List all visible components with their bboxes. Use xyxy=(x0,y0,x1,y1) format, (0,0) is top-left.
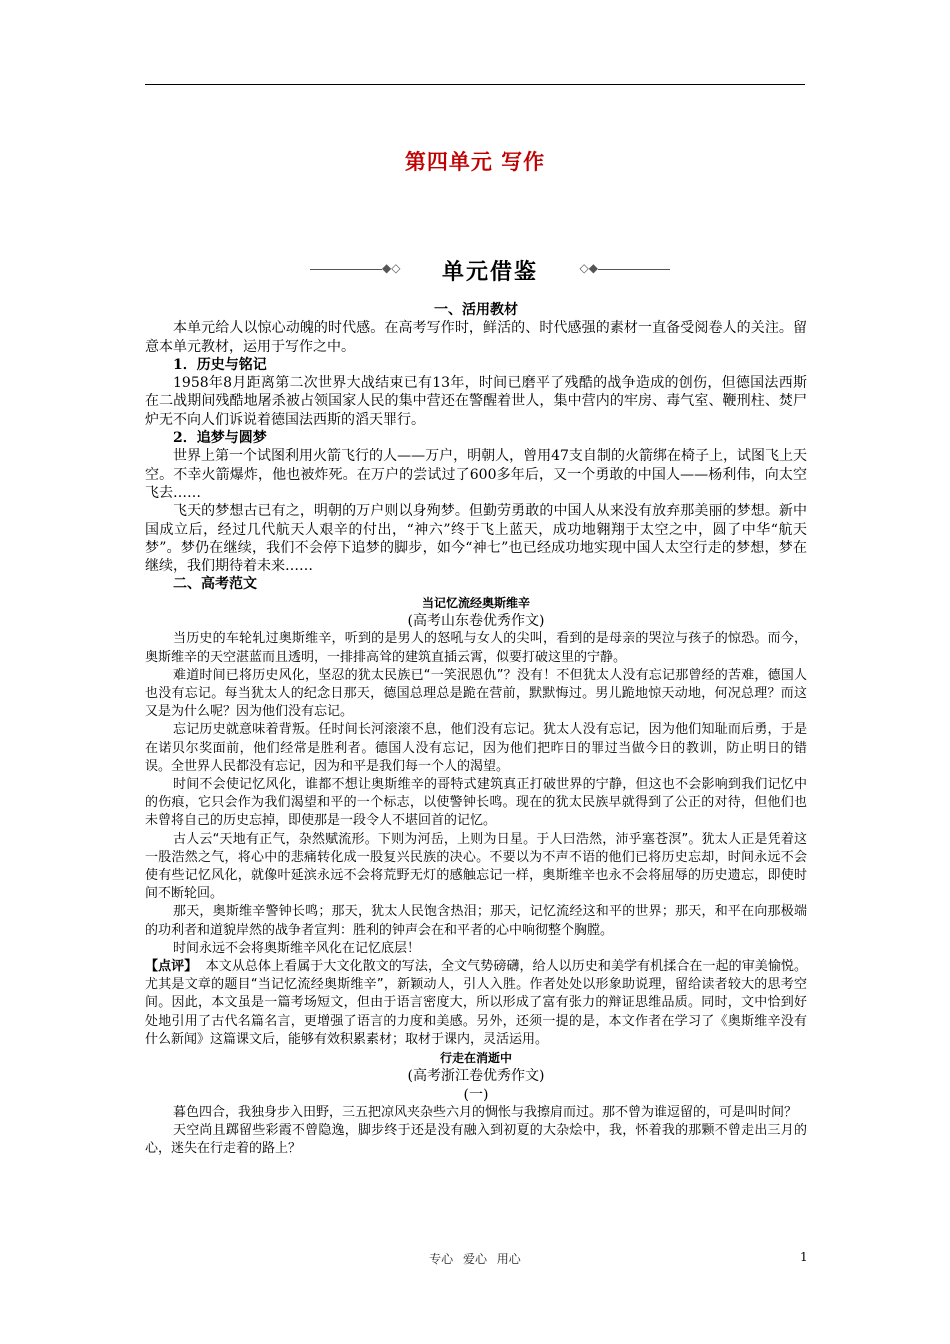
essay-body xyxy=(145,630,807,1049)
essay-title: 当记忆流经奥斯维辛 xyxy=(421,595,530,610)
banner-label: 单元借鉴 xyxy=(441,259,538,285)
essay-paragraph: 当历史的车轮轧过奥斯维辛，听到的是男人的怒吼与女人的尖叫，看到的是母亲的哭泣与孩子的惊恐。而今，奥斯维辛的天空湛蓝而且透明，一排排高耸的建筑直插云霄，似要打破这里的宁静。 xyxy=(145,631,807,665)
essay-paragraph: 天空尚且踯留些彩霞不曾隐逸，脚步终于还是没有融入到初夏的大杂烩中，我，怀着我的那颗不曾走出三月的心，迷失在行走着的路上？ xyxy=(145,1123,807,1157)
paragraph: 世界上第一个试图利用火箭飞行的人——万户，明朝人，曾用47支自制的火箭绑在椅子上，试图飞上天空。不幸火箭爆炸，他也被炸死。在万户的尝试过了600多年后，又一个勇敢的中国人——杨利伟，向太空飞去…… xyxy=(145,448,807,501)
section-heading: 二、高考范文 xyxy=(173,576,257,593)
header-rule xyxy=(145,84,805,85)
comment-label: 【点评】 xyxy=(145,959,198,974)
banner-line-right xyxy=(598,269,670,270)
subheading: 2．追梦与圆梦 xyxy=(173,430,267,447)
essay-paragraph: 忘记历史就意味着背叛。任时间长河滚滚不息，他们没有忘记。犹太人没有忘记，因为他们知耻而后勇，于是在诺贝尔奖面前，他们经常是胜利者。德国人没有忘记，因为他们把昨日的罪过当做今日的教训，防止明日的错误。全世界人民都没有忘记，因为和平是我们每一个人的渴望。 xyxy=(145,722,807,774)
footer-motto: 专心 爱心 用心 xyxy=(429,1252,521,1266)
essay-source: (高考山东卷优秀作文) xyxy=(407,613,545,630)
essay-paragraph: 古人云“天地有正气，杂然赋流形。下则为河岳，上则为日星。于人曰浩然，沛乎塞苍溟”。犹太人正是凭着这一股浩然之气，将心中的悲痛转化成一股复兴民族的决心。不要以为不声不语的他们已将历史忘却，时间永远不会使有些记忆风化，就像叶延滨永远不会将荒野无灯的感触忘记一样，奥斯维辛也永不会将屈辱的历史遗忘，即使时间不断轮回。 xyxy=(145,831,807,902)
diamond-ornament-icon: ◇◆ xyxy=(579,261,598,275)
subheading: 1．历史与铭记 xyxy=(173,356,267,373)
paragraph: 1958年8月距离第二次世界大战结束已有13年，时间已磨平了残酷的战争造成的创伤，但德国法西斯在二战期间残酷地屠杀被占领国家人民的集中营还在警醒着世人，集中营内的牢房、毒气室、鞭刑柱、焚尸炉无不向人们诉说着德国法西斯的滔天罪行。 xyxy=(145,375,807,428)
essay-paragraph: 时间不会使记忆风化，谁都不想让奥斯维辛的哥特式建筑真正打破世界的宁静，但这也不会影响到我们记忆中的伤痕，它只会作为我们渴望和平的一个标志，以使警钟长鸣。现在的犹太民族早就得到了公正的对待，但他们也未曾将自己的历史忘掉，即使那是一段令人不堪回首的记忆。 xyxy=(145,776,807,829)
essay-paragraph: 暮色四合，我独身步入田野，三五把凉风夹杂些六月的惆怅与我擦肩而过。那不曾为谁逗留的，可是叫时间？ xyxy=(173,1104,798,1120)
section-heading: 一、活用教材 xyxy=(434,302,518,318)
comment-paragraph xyxy=(145,958,807,1049)
essay-paragraph: 难道时间已将历史风化，坚忍的犹太民族已“一笑泯恩仇”？没有！不但犹太人没有忘记那曾经的苦难，德国人也没有忘记。每当犹太人的纪念日那天，德国总理总是跪在营前，默默悔过。男儿跪地惊天动地，何况总理？而这又是为什么呢？因为他们没有忘记。 xyxy=(145,667,807,720)
essay-title: 行走在消逝中 xyxy=(439,1051,512,1066)
essay-body xyxy=(145,1104,807,1159)
essay-part: (一) xyxy=(463,1086,489,1103)
main-content xyxy=(145,301,807,1159)
essay-paragraph: 时间永远不会将奥斯维辛风化在记忆底层！ xyxy=(173,940,421,956)
page-number: 1 xyxy=(800,1250,808,1264)
comment-text: 本文从总体上看属于大文化散文的写法，全文气势磅礴，给人以历史和美学有机揉合在一起的审美愉悦。尤其是文章的题目“当记忆流经奥斯维辛”，新颖动人，引人入胜。作者处处以形象助说理，留给读者较大的思考空间。因此，本文虽是一篇考场短文，但由于语言密度大，所以形成了富有张力的辩证思维品质。同时，文中恰到好处地引用了古代名篇名言，更增强了语言的力度和美感。另外，还须一提的是，本文作者在学习了《奥斯维辛没有什么新闻》这篇课文后，能够有效积累素材；取材于课内，灵活运用。 xyxy=(145,959,807,1047)
paragraph: 飞天的梦想古已有之，明朝的万户则以身殉梦。但勤劳勇敢的中国人从来没有放弃那美丽的梦想。新中国成立后，经过几代航天人艰辛的付出，“神六”终于飞上蓝天，成功地翱翔于太空之中，圆了中华“航天梦”。梦仍在继续，我们不会停下追梦的脚步，如今“神七”也已经成功地实现中国人太空行走的梦想，梦在继续，我们期待着未来…… xyxy=(145,503,807,575)
paragraph: 本单元给人以惊心动魄的时代感。在高考写作时，鲜活的、时代感强的素材一直备受阅卷人的关注。留意本单元教材，运用于写作之中。 xyxy=(145,320,807,355)
diamond-ornament-icon: ◆◇ xyxy=(382,261,401,275)
essay-paragraph: 那天，奥斯维辛警钟长鸣；那天，犹太人民饱含热泪；那天，记忆流经这和平的世界；那天，和平在向那极端的功利者和道貌岸然的战争者宣判：胜利的钟声会在和平者的心中响彻整个胸膛。 xyxy=(145,904,807,938)
essay-source: (高考浙江卷优秀作文) xyxy=(407,1068,545,1085)
section-banner xyxy=(310,255,670,285)
unit-title: 第四单元 写作 xyxy=(404,149,546,174)
